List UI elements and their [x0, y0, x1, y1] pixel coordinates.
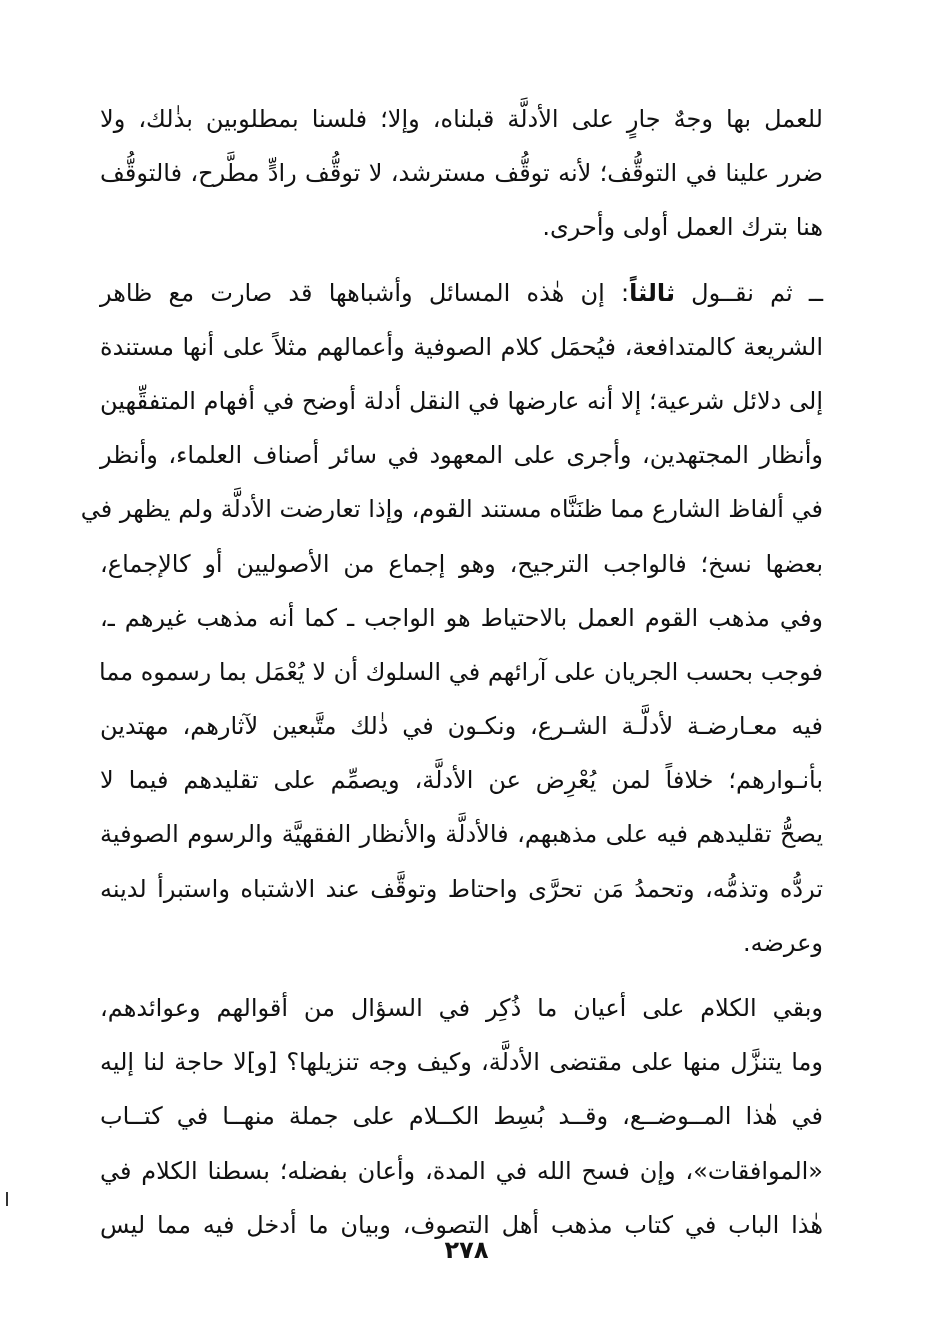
text-line: إلى دلائل شرعية؛ إلا أنه عارضها في النقل أدلة أوضح في أفهام المتفقِّهين	[100, 386, 823, 415]
text-line: في ألفاظ الشارع مما ظنَنَّاه مستند القوم، وإذا تعارضت الأدلَّة ولم يظهر في	[80, 495, 823, 524]
text-line: ضرر علينا في التوقُّف؛ لأنه توقُّف مسترشد، لا توقُّف رادٍّ مطَّرح، فالتوقُّف	[100, 159, 823, 188]
text-line: تردُّه وتذمُّه، وتحمدُ مَن تحرَّى واحتاط وتوقَّف عند الاشتباه واستبرأ لدينه	[100, 874, 823, 903]
scan-edge-mark	[6, 1192, 8, 1206]
text-line: وعرضه.	[742, 928, 823, 957]
emphasized-word: ثالثاً	[629, 278, 675, 307]
text-line: وما يتنزَّل منها على مقتضى الأدلَّة، وكيف وجه تنزيلها؟ [و]لا حاجة لنا إليه	[100, 1048, 823, 1077]
text-line: هنا بترك العمل أولى وأحرى.	[542, 213, 823, 242]
text-line: وبقي الكلام على أعيان ما ذُكِر في السؤال من أقوالهم وعوائدهم،	[100, 994, 823, 1022]
text-line: فيه معـارضـة لأدلَّـة الشـرع، ونكـون في ذٰلك متَّبعين لآثارهم، مهتدين	[100, 712, 823, 741]
text-line: «الموافقات»، وإن فسح الله في المدة، وأعان بفضله؛ بسطنا الكلام في	[100, 1156, 823, 1185]
text-line: للعمل بها وجهٌ جارٍ على الأدلَّة قبلناه، وإلا؛ فلسنا بمطلوبين بذٰلك، ولا	[100, 105, 823, 133]
text-line: فوجب بحسب الجريان على آرائهم في السلوك أن لا يُعْمَل بما رسموه مما	[99, 657, 823, 686]
text-line: هٰذا الباب في كتاب مذهب أهل التصوف، وبيان ما أدخل فيه مما ليس	[100, 1210, 823, 1239]
paragraph-gap	[100, 255, 823, 266]
page-number: ٢٧٨	[444, 1236, 489, 1264]
text-line: يصحُّ تقليدهم فيه على مذهبهم، فالأدلَّة والأنظار الفقهيَّة والرسوم الصوفية	[100, 820, 823, 849]
text-line: بعضها نسخ؛ فالواجب الترجيح، وهو إجماع من الأصوليين أو كالإجماع،	[100, 549, 823, 578]
paragraph-gap	[100, 970, 823, 981]
body-text	[80, 92, 823, 1252]
text-line: وفي مذهب القوم العمل بالاحتياط هو الواجب ـ كما أنه مذهب غيرهم ـ،	[100, 603, 823, 632]
text-line-with-heading: ــ ثم نقــول ثالثاً: إن هٰذه المسائل وأشباهها قد صارت مع ظاهر	[100, 278, 823, 307]
text-line: وأنظار المجتهدين، وأجرى على المعهود في سائر أصناف العلماء، وأنظر	[100, 441, 823, 470]
text-line: في هٰذا المــوضــع، وقــد بُسِط الكــلام على جملة منهــا في كتــاب	[100, 1102, 823, 1131]
text-line: بأنـوارهم؛ خلافاً لمن يُعْرِض عن الأدلَّة، ويصمِّم على تقليدهم فيما لا	[100, 766, 823, 795]
text-line: الشريعة كالمتدافعة، فيُحمَل كلام الصوفية وأعمالهم مثلاً على أنها مستندة	[100, 332, 823, 361]
